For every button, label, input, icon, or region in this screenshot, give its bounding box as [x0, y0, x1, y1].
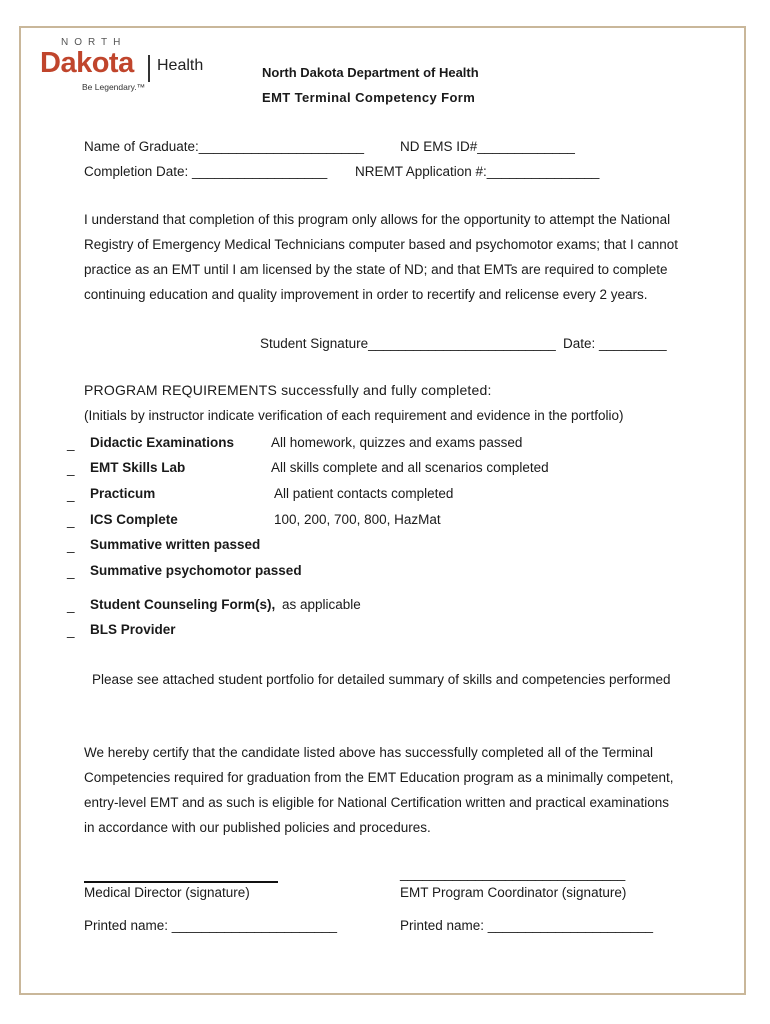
initials-blank[interactable]: _: [67, 623, 75, 638]
printed-name-left-field[interactable]: Printed name: ______________________: [84, 918, 337, 933]
statement-line: practice as an EMT until I am licensed by the state of ND; and that EMTs are required to complete: [84, 262, 668, 277]
ems-id-field[interactable]: ND EMS ID#_____________: [400, 139, 575, 154]
nremt-application-field[interactable]: NREMT Application #:_______________: [355, 164, 600, 179]
initials-blank[interactable]: _: [67, 436, 75, 451]
initials-blank[interactable]: _: [67, 598, 75, 613]
logo-dakota-text: Dakota: [40, 47, 134, 79]
requirement-name: EMT Skills Lab: [90, 460, 186, 475]
requirements-title: PROGRAM REQUIREMENTS successfully and fully completed:: [84, 382, 492, 398]
requirement-desc: All homework, quizzes and exams passed: [271, 435, 523, 450]
requirement-name: BLS Provider: [90, 622, 176, 637]
requirement-name: Summative written passed: [90, 537, 261, 552]
understanding-statement: [84, 207, 678, 307]
logo-tagline: Be Legendary.™: [82, 82, 146, 92]
initials-blank[interactable]: _: [67, 487, 75, 502]
medical-director-signature-line[interactable]: [84, 881, 278, 883]
initials-blank[interactable]: _: [67, 461, 75, 476]
statement-line: I understand that completion of this program only allows for the opportunity to attempt the National: [84, 212, 671, 227]
department-heading: North Dakota Department of Health: [262, 65, 479, 80]
student-signature-date-field[interactable]: Date: _________: [563, 336, 667, 351]
form-title: EMT Terminal Competency Form: [262, 90, 476, 105]
initials-blank[interactable]: _: [67, 513, 75, 528]
student-signature-field[interactable]: Student Signature_________________________: [260, 336, 556, 351]
requirements-note: (Initials by instructor indicate verification of each requirement and evidence in the portfolio): [84, 408, 624, 423]
requirement-desc: All patient contacts completed: [274, 486, 454, 501]
completion-date-field[interactable]: Completion Date: __________________: [84, 164, 328, 179]
requirement-name: Didactic Examinations: [90, 435, 235, 450]
requirement-desc: All skills complete and all scenarios completed: [271, 460, 549, 475]
requirement-name: Student Counseling Form(s),: [90, 597, 276, 612]
initials-blank[interactable]: _: [67, 564, 75, 579]
requirement-name: Summative psychomotor passed: [90, 563, 302, 578]
certify-line: in accordance with our published policies and procedures.: [84, 820, 431, 835]
coordinator-signature-label: EMT Program Coordinator (signature): [400, 885, 627, 900]
requirement-name: Practicum: [90, 486, 156, 501]
requirement-desc: as applicable: [282, 597, 361, 612]
coordinator-signature-line[interactable]: ______________________________: [400, 866, 626, 881]
initials-blank[interactable]: _: [67, 538, 75, 553]
logo-divider: [148, 55, 150, 82]
statement-line: Registry of Emergency Medical Technicians computer based and psychomotor exams; that I cannot: [84, 237, 679, 252]
portfolio-note: Please see attached student portfolio for detailed summary of skills and competencies performed: [92, 672, 671, 687]
printed-name-right-field[interactable]: Printed name: ______________________: [400, 918, 653, 933]
graduate-name-field[interactable]: Name of Graduate:______________________: [84, 139, 364, 154]
certify-line: entry-level EMT and as such is eligible for National Certification written and practical examinations: [84, 795, 670, 810]
logo-health-text: Health: [157, 57, 204, 74]
certification-statement: [84, 740, 674, 840]
requirement-desc: 100, 200, 700, 800, HazMat: [274, 512, 441, 527]
logo-north-text: NORTH: [61, 37, 127, 48]
statement-line: continuing education and quality improvement in order to recertify and relicense every 2 years.: [84, 287, 648, 302]
certify-line: Competencies required for graduation from the EMT Education program as a minimally competent,: [84, 770, 674, 785]
medical-director-signature-label: Medical Director (signature): [84, 885, 250, 900]
requirement-name: ICS Complete: [90, 512, 178, 527]
certify-line: We hereby certify that the candidate listed above has successfully completed all of the Terminal: [84, 745, 654, 760]
